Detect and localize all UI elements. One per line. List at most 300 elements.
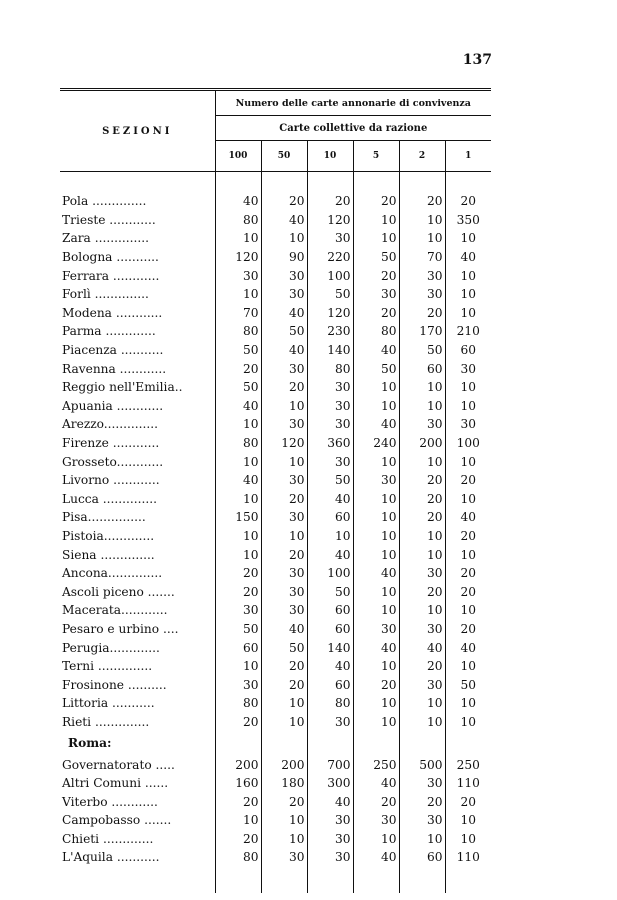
table-cell: 10 (261, 397, 307, 416)
table-body (60, 172, 491, 893)
row-label: Modena ............ (60, 304, 215, 323)
table-cell: 60 (215, 638, 261, 657)
table-cell: 10 (353, 378, 399, 397)
table-cell: 10 (215, 285, 261, 304)
table-cell: 40 (353, 341, 399, 360)
table-cell: 10 (353, 657, 399, 676)
table-cell: 250 (456, 757, 480, 772)
table-row (60, 774, 491, 793)
spacer-cell (445, 172, 491, 193)
table-cell: 80 (353, 322, 399, 341)
table-cell: 20 (399, 304, 445, 323)
table-cell: 30 (261, 582, 307, 601)
table-cell: 60 (460, 343, 477, 358)
table-row (60, 848, 491, 867)
table-cell: 30 (353, 811, 399, 830)
table-cell: 10 (353, 508, 399, 527)
group-header: Numero delle carte annonarie di convivenza (215, 90, 491, 116)
table-cell: 20 (261, 490, 307, 509)
spacer-cell (307, 731, 353, 755)
table-cell: 140 (307, 341, 353, 360)
table-cell: 60 (399, 848, 445, 867)
table-cell: 10 (460, 398, 477, 413)
table-cell: 20 (353, 304, 399, 323)
row-label: Pola .............. (60, 192, 215, 211)
row-label: Firenze ............ (60, 434, 215, 453)
row-label: Governatorato ..... (60, 755, 215, 774)
table-cell: 30 (307, 830, 353, 849)
table-cell: 50 (307, 582, 353, 601)
table-cell: 10 (215, 545, 261, 564)
table-cell: 20 (215, 792, 261, 811)
table-row (60, 601, 491, 620)
table-cell: 40 (307, 792, 353, 811)
table-cell: 40 (261, 341, 307, 360)
table-cell: 30 (261, 266, 307, 285)
table-cell: 30 (261, 601, 307, 620)
row-label: Pistoia............. (60, 527, 215, 546)
spacer-cell (307, 172, 353, 193)
table-cell: 30 (307, 378, 353, 397)
table-cell: 20 (215, 359, 261, 378)
data-table (60, 88, 491, 893)
table-cell: 40 (353, 848, 399, 867)
table-cell: 40 (215, 471, 261, 490)
table-row (60, 564, 491, 583)
section-row (60, 731, 491, 755)
table-cell: 10 (460, 231, 477, 246)
row-label: Trieste ............ (60, 211, 215, 230)
table-row (60, 211, 491, 230)
column-header: 5 (353, 141, 399, 172)
column-header: 10 (307, 141, 353, 172)
table-cell: 10 (353, 694, 399, 713)
table-row (60, 341, 491, 360)
table-row (60, 620, 491, 639)
table-cell: 80 (215, 434, 261, 453)
table-cell: 40 (307, 490, 353, 509)
table-cell: 10 (399, 229, 445, 248)
table-row (60, 434, 491, 453)
row-label: Campobasso ....... (60, 811, 215, 830)
table-cell: 10 (460, 305, 477, 320)
spacer-cell (60, 172, 215, 193)
table-cell: 220 (307, 248, 353, 267)
table-cell: 150 (215, 508, 261, 527)
table-row (60, 582, 491, 601)
table-cell: 20 (399, 582, 445, 601)
row-label: Apuania ............ (60, 397, 215, 416)
table-row (60, 713, 491, 732)
data-table-container (60, 88, 491, 893)
table-row (60, 378, 491, 397)
table-cell: 360 (307, 434, 353, 453)
table-cell: 50 (399, 341, 445, 360)
table-cell: 20 (261, 378, 307, 397)
spacer-row (60, 172, 491, 193)
spacer-row (60, 867, 491, 893)
spacer-cell (445, 867, 491, 893)
table-cell: 70 (215, 304, 261, 323)
row-label: Terni .............. (60, 657, 215, 676)
table-row (60, 508, 491, 527)
table-cell: 60 (307, 508, 353, 527)
table-row (60, 359, 491, 378)
table-row (60, 248, 491, 267)
table-row (60, 490, 491, 509)
table-cell: 20 (399, 490, 445, 509)
row-label: Zara .............. (60, 229, 215, 248)
table-cell: 10 (353, 490, 399, 509)
table-cell: 30 (399, 774, 445, 793)
table-cell: 30 (399, 564, 445, 583)
table-cell: 60 (399, 359, 445, 378)
table-cell: 30 (399, 285, 445, 304)
table-cell: 10 (261, 830, 307, 849)
table-cell: 20 (399, 192, 445, 211)
table-cell: 30 (307, 848, 353, 867)
table-row (60, 266, 491, 285)
table-cell: 230 (307, 322, 353, 341)
table-cell: 30 (261, 848, 307, 867)
row-label: Ancona.............. (60, 564, 215, 583)
table-cell: 10 (261, 229, 307, 248)
table-cell: 120 (307, 304, 353, 323)
table-row (60, 304, 491, 323)
table-cell: 10 (460, 831, 477, 846)
spacer-cell (445, 731, 491, 755)
table-cell: 20 (307, 192, 353, 211)
table-row (60, 657, 491, 676)
table-cell: 80 (215, 211, 261, 230)
table-cell: 10 (353, 713, 399, 732)
table-cell: 80 (215, 848, 261, 867)
table-cell: 10 (460, 813, 477, 828)
table-cell: 10 (399, 527, 445, 546)
table-cell: 100 (456, 436, 480, 451)
table-cell: 10 (353, 452, 399, 471)
table-row (60, 811, 491, 830)
table-cell: 50 (215, 341, 261, 360)
table-cell: 80 (215, 322, 261, 341)
spacer-cell (215, 731, 261, 755)
table-cell: 30 (399, 266, 445, 285)
table-row (60, 694, 491, 713)
table-cell: 40 (460, 250, 477, 265)
table-cell: 80 (307, 359, 353, 378)
table-row (60, 452, 491, 471)
table-cell: 200 (215, 755, 261, 774)
table-cell: 20 (215, 830, 261, 849)
table-cell: 20 (261, 657, 307, 676)
table-cell: 500 (399, 755, 445, 774)
table-row (60, 545, 491, 564)
table-cell: 20 (460, 584, 477, 599)
table-cell: 40 (353, 564, 399, 583)
row-label: Pisa............... (60, 508, 215, 527)
table-cell: 20 (399, 471, 445, 490)
table-cell: 60 (307, 601, 353, 620)
table-cell: 10 (460, 287, 477, 302)
table-cell: 20 (215, 713, 261, 732)
table-row (60, 285, 491, 304)
table-cell: 10 (353, 582, 399, 601)
table-cell: 30 (307, 811, 353, 830)
table-row (60, 830, 491, 849)
table-cell: 10 (353, 211, 399, 230)
column-header: 100 (215, 141, 261, 172)
table-cell: 10 (460, 454, 477, 469)
spacer-cell (215, 867, 261, 893)
table-cell: 30 (353, 620, 399, 639)
table-cell: 30 (353, 285, 399, 304)
table-cell: 30 (215, 266, 261, 285)
row-label: Macerata............ (60, 601, 215, 620)
table-cell: 40 (215, 397, 261, 416)
row-label: Ascoli piceno ....... (60, 582, 215, 601)
row-label: Forlì .............. (60, 285, 215, 304)
spacer-cell (353, 172, 399, 193)
table-cell: 350 (456, 212, 480, 227)
table-cell: 40 (261, 620, 307, 639)
table-cell: 60 (307, 675, 353, 694)
table-cell: 10 (215, 527, 261, 546)
page-number: 137 (462, 52, 492, 68)
table-cell: 40 (261, 304, 307, 323)
spacer-cell (60, 867, 215, 893)
table-cell: 10 (460, 547, 477, 562)
table-cell: 210 (456, 324, 480, 339)
table-cell: 20 (460, 528, 477, 543)
table-cell: 50 (307, 285, 353, 304)
spacer-cell (261, 731, 307, 755)
table-cell: 10 (399, 452, 445, 471)
row-label: Grosseto............ (60, 452, 215, 471)
table-cell: 10 (399, 601, 445, 620)
section-label: Roma: (60, 731, 215, 755)
table-cell: 10 (460, 696, 477, 711)
table-cell: 80 (215, 694, 261, 713)
table-cell: 10 (261, 811, 307, 830)
table-cell: 20 (261, 192, 307, 211)
column-header: 2 (399, 141, 445, 172)
table-cell: 10 (399, 830, 445, 849)
spacer-cell (215, 172, 261, 193)
table-cell: 120 (307, 211, 353, 230)
table-row (60, 192, 491, 211)
table-cell: 40 (353, 415, 399, 434)
table-cell: 10 (215, 452, 261, 471)
table-cell: 700 (307, 755, 353, 774)
table-cell: 40 (307, 545, 353, 564)
table-cell: 30 (307, 229, 353, 248)
table-cell: 110 (456, 776, 480, 791)
column-header: 1 (445, 141, 491, 172)
table-row (60, 638, 491, 657)
row-label: Chieti ............. (60, 830, 215, 849)
table-cell: 70 (399, 248, 445, 267)
row-label: Arezzo.............. (60, 415, 215, 434)
spacer-cell (307, 867, 353, 893)
table-cell: 10 (215, 229, 261, 248)
table-cell: 110 (456, 850, 480, 865)
row-label: Bologna ........... (60, 248, 215, 267)
table-cell: 30 (399, 620, 445, 639)
spacer-cell (399, 731, 445, 755)
table-cell: 90 (261, 248, 307, 267)
table-cell: 20 (261, 675, 307, 694)
row-label: Altri Comuni ...... (60, 774, 215, 793)
table-cell: 120 (261, 434, 307, 453)
row-label: Littoria ........... (60, 694, 215, 713)
table-cell: 120 (215, 248, 261, 267)
table-cell: 10 (215, 415, 261, 434)
table-cell: 50 (353, 359, 399, 378)
table-cell: 10 (215, 657, 261, 676)
table-row (60, 527, 491, 546)
table-cell: 20 (460, 794, 477, 809)
table-cell: 10 (460, 603, 477, 618)
table-cell: 10 (215, 811, 261, 830)
table-cell: 10 (261, 713, 307, 732)
spacer-cell (353, 867, 399, 893)
table-cell: 240 (353, 434, 399, 453)
table-cell: 30 (353, 471, 399, 490)
row-label: Frosinone .......... (60, 675, 215, 694)
row-label: L'Aquila ........... (60, 848, 215, 867)
table-cell: 30 (307, 415, 353, 434)
table-cell: 40 (460, 510, 477, 525)
row-label: Viterbo ............ (60, 792, 215, 811)
table-cell: 30 (261, 359, 307, 378)
spacer-cell (353, 731, 399, 755)
table-cell: 50 (307, 471, 353, 490)
subgroup-header: Carte collettive da razione (215, 116, 491, 141)
table-cell: 30 (261, 564, 307, 583)
table-cell: 50 (353, 248, 399, 267)
table-cell: 10 (353, 527, 399, 546)
table-cell: 40 (353, 774, 399, 793)
table-cell: 10 (307, 527, 353, 546)
table-row (60, 415, 491, 434)
row-label: Ferrara ............ (60, 266, 215, 285)
table-cell: 30 (261, 285, 307, 304)
row-label: Perugia............. (60, 638, 215, 657)
table-cell: 20 (399, 792, 445, 811)
table-cell: 50 (460, 677, 477, 692)
table-cell: 140 (307, 638, 353, 657)
table-cell: 30 (307, 397, 353, 416)
table-cell: 200 (261, 755, 307, 774)
row-label: Rieti .............. (60, 713, 215, 732)
table-row (60, 755, 491, 774)
table-cell: 300 (307, 774, 353, 793)
table-row (60, 471, 491, 490)
table-cell: 20 (460, 473, 477, 488)
table-cell: 20 (353, 192, 399, 211)
table-cell: 100 (307, 564, 353, 583)
table-cell: 40 (261, 211, 307, 230)
table-cell: 30 (261, 471, 307, 490)
table-cell: 30 (399, 811, 445, 830)
table-cell: 50 (261, 322, 307, 341)
table-cell: 180 (261, 774, 307, 793)
row-label: Ravenna ............ (60, 359, 215, 378)
table-cell: 40 (399, 638, 445, 657)
table-cell: 20 (460, 621, 477, 636)
row-header: SEZIONI (60, 90, 215, 172)
table-cell: 10 (353, 229, 399, 248)
table-cell: 30 (261, 508, 307, 527)
table-cell: 10 (460, 380, 477, 395)
table-cell: 20 (215, 564, 261, 583)
table-row (60, 792, 491, 811)
table-cell: 160 (215, 774, 261, 793)
table-header (60, 90, 491, 172)
row-label: Pesaro e urbino .... (60, 620, 215, 639)
table-cell: 10 (215, 490, 261, 509)
table-cell: 40 (215, 192, 261, 211)
table-cell: 30 (460, 361, 477, 376)
table-cell: 20 (460, 194, 477, 209)
table-cell: 80 (307, 694, 353, 713)
table-cell: 30 (307, 713, 353, 732)
table-cell: 30 (261, 415, 307, 434)
table-cell: 10 (460, 714, 477, 729)
spacer-cell (399, 867, 445, 893)
table-cell: 10 (460, 268, 477, 283)
table-cell: 10 (399, 378, 445, 397)
table-cell: 20 (353, 792, 399, 811)
table-cell: 40 (353, 638, 399, 657)
table-cell: 30 (215, 601, 261, 620)
table-cell: 30 (307, 452, 353, 471)
table-row (60, 397, 491, 416)
table-cell: 170 (399, 322, 445, 341)
table-cell: 10 (460, 491, 477, 506)
table-cell: 20 (261, 545, 307, 564)
row-label: Livorno ............ (60, 471, 215, 490)
spacer-cell (399, 172, 445, 193)
table-cell: 10 (399, 211, 445, 230)
table-cell: 20 (353, 675, 399, 694)
table-cell: 200 (399, 434, 445, 453)
table-cell: 10 (261, 694, 307, 713)
table-cell: 60 (307, 620, 353, 639)
table-cell: 20 (399, 508, 445, 527)
table-cell: 30 (399, 415, 445, 434)
table-cell: 10 (261, 452, 307, 471)
row-label: Parma ............. (60, 322, 215, 341)
spacer-cell (261, 172, 307, 193)
table-cell: 30 (215, 675, 261, 694)
spacer-cell (261, 867, 307, 893)
table-cell: 50 (261, 638, 307, 657)
table-cell: 50 (215, 620, 261, 639)
table-cell: 20 (215, 582, 261, 601)
column-header: 50 (261, 141, 307, 172)
table-cell: 10 (353, 601, 399, 620)
table-cell: 50 (215, 378, 261, 397)
table-cell: 40 (460, 640, 477, 655)
table-cell: 10 (399, 397, 445, 416)
table-cell: 10 (261, 527, 307, 546)
table-cell: 40 (307, 657, 353, 676)
table-row (60, 229, 491, 248)
table-cell: 100 (307, 266, 353, 285)
table-cell: 20 (460, 566, 477, 581)
row-label: Reggio nell'Emilia.. (60, 378, 215, 397)
